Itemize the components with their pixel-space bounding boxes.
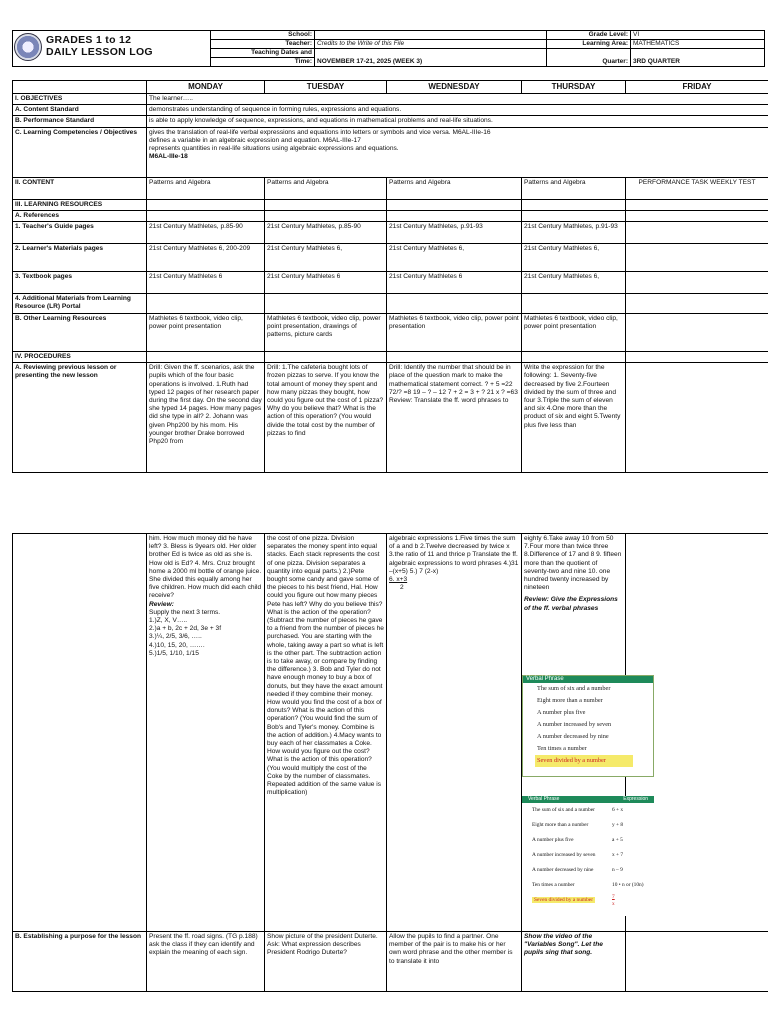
empty-cell [387,210,522,221]
answer-highlight: Seven divided by a number [534,897,593,903]
lr-portal-label: 4. Additional Materials from Learning Resource (LR) Portal [13,294,147,314]
answer-numerator: 7 [612,894,615,900]
lm-cell: 21st Century Mathletes 6, 200-209 [147,244,265,272]
empty-cell [387,294,522,314]
friday-drill [626,363,768,473]
purpose-cell [626,932,768,992]
lm-cell: 21st Century Mathletes 6, [522,244,626,272]
day-header-thursday: THURSDAY [522,81,626,94]
answer-phrase: A number plus five [532,837,574,843]
empty-cell [522,199,626,210]
thursday-text: eighty 6.Take away 10 from 50 7.Four more than twice three 8.Difference of 17 and 8 9. fifteen more than the quotient of seventy-two and nine 10. one hundred twenty increased by nineteen [524,535,622,592]
resources-label: III. LEARNING RESOURCES [13,199,147,210]
empty-cell [265,294,387,314]
answer-row [522,878,654,893]
verbal-phrase-line: Eight more than a number [537,697,603,704]
references-label: A. References [13,210,147,221]
content-standard-value: demonstrates understanding of sequence in forming rules, expressions and equations. [147,105,768,116]
fraction-numerator: 6. x+3 [389,576,408,584]
tb-cell: 21st Century Mathletes 6, [522,272,626,294]
answer-header-right: Expression [623,796,648,802]
purpose-cell: Present the ff. road signs. (TG p.188) ask the class if they can identify and explain the meaning of each sign. [147,932,265,992]
page-break [0,505,768,520]
competencies-label: C. Learning Competencies / Objectives [13,127,147,177]
answer-phrase [522,893,612,908]
day-header-monday: MONDAY [147,81,265,94]
grade-label: Grade Level: [547,31,631,40]
term-item: 4.)10, 15, 20, ……. [149,641,205,649]
teacher-label: Teacher: [211,40,315,49]
tb-cell: 21st Century Mathletes 6 [387,272,522,294]
performance-standard-value: is able to apply knowledge of sequence, expressions, and equations in mathematical problems and real-life situations. [147,116,768,127]
dates-label-1: Teaching Dates and [211,49,315,58]
wednesday-continued [387,534,522,932]
monday-continued [147,534,265,932]
competency-line: M6AL-IIIe-18 [149,153,188,161]
corner-cell [13,81,147,94]
content-cell: Patterns and Algebra [387,177,522,199]
tb-cell [626,272,768,294]
verbal-phrase-line: A number plus five [537,709,586,716]
purpose-cell: Allow the pupils to find a partner. One member of the pair is to make his or her own word phrase and the other member is to translate it into [387,932,522,992]
quarter-value: 3RD QUARTER [631,49,765,67]
answer-phrase: A number increased by seven [532,852,596,858]
verbal-phrase-line: A number decreased by nine [537,733,609,740]
objectives-label: I. OBJECTIVES [13,94,147,105]
tg-cell: 21st Century Mathletes, p.91-93 [522,222,626,244]
answer-row [522,803,654,818]
empty-cell [522,294,626,314]
teachers-guide-label: 1. Teacher's Guide pages [13,222,147,244]
header-info-table [12,30,765,67]
empty-cell [522,210,626,221]
empty-cell [265,352,387,363]
verbal-phrase-line: Ten times a number [537,745,587,752]
answer-row [522,818,654,833]
verbal-phrase-highlight: Seven divided by a number [535,755,633,767]
empty-cell [265,199,387,210]
answer-header [522,796,654,803]
lesson-log-table-page2 [12,533,768,992]
area-label: Learning Area: [547,40,631,49]
term-item: 3.)¼, 2/5, 3/6, ….. [149,633,202,641]
answer-expr: x + 7 [612,852,624,858]
procedures-label: IV. PROCEDURES [13,352,147,363]
other-cell: Mathletes 6 textbook, video clip, power point presentation [147,314,265,352]
verbal-phrase-line: The sum of six and a number [537,685,611,692]
empty-cell [626,294,768,314]
content-cell: PERFORMANCE TASK WEEKLY TEST [626,177,768,199]
term-item: 5.)1/5, 1/10, 1/15 [149,649,199,657]
lm-cell: 21st Century Mathletes 6, [387,244,522,272]
review-label: A. Reviewing previous lesson or presenting the new lesson [13,363,147,473]
empty-cell [626,210,768,221]
content-cell: Patterns and Algebra [265,177,387,199]
answer-denominator: x [612,901,615,907]
textbook-label: 3. Textbook pages [13,272,147,294]
learner-text: The learner….. [147,94,768,105]
other-cell: Mathletes 6 textbook, video clip, power point presentation, drawings of patterns, picture cards [265,314,387,352]
area-value: MATHEMATICS [631,40,765,49]
day-header-wednesday: WEDNESDAY [387,81,522,94]
dates-value: NOVEMBER 17-21, 2025 (WEEK 3) [315,49,547,67]
empty-cell [387,199,522,210]
competency-line: represents quantities in real-life situations using algebraic expressions and equations. [149,145,399,153]
title-line-1: GRADES 1 to 12 [46,34,132,46]
answer-phrase: Ten times a number [532,882,575,888]
verbal-phrase-header: Verbal Phrase [523,676,653,683]
dates-label-2: Time: [211,58,315,67]
school-label: School: [211,31,315,40]
fraction-denominator: 2 [400,584,404,592]
answer-row [522,893,654,908]
day-header-friday: FRIDAY [626,81,768,94]
verbal-phrase-image [522,675,654,777]
empty-cell [387,352,522,363]
empty-cell [147,352,265,363]
term-item: 2.)a + b, 2c + 2d, 3e + 3f [149,625,222,633]
tb-cell: 21st Century Mathletes 6 [147,272,265,294]
tg-cell: 21st Century Mathletes, p.85-90 [147,222,265,244]
purpose-label: B. Establishing a purpose for the lesson [13,932,147,992]
lm-cell [626,244,768,272]
empty-cell [147,210,265,221]
other-resources-label: B. Other Learning Resources [13,314,147,352]
empty-cell [626,352,768,363]
purpose-cell: Show picture of the president Duterte. Ask: What expression describes President Rodrigo Duterte? [265,932,387,992]
tuesday-continued: the cost of one pizza. Division separates the money spent into equal stacks. Each stack represents the cost of one pizza. Division separates a quantity into equal parts.) 2.)Pete bought some candy and gave some of the pieces to his best friend, Hal. How could you figure out how many pieces Pete has left? Why do you believe this? What is the action of the operation? (Subtract the number of pieces he gave to a friend from the number of pieces he purchased. You are starting with the whole, taking away a part so what is left is the other part. The subtraction action is to take away, or compare by finding the difference.) 3. Bob and Tyler do not have enough money to buy a box of donuts, but they have the exact amount needed if they combine their money. How would you find the cost of a box of donuts? What is the action of this operation? (You would find the sum of Bob's and Tyler's money. Combine is the action of addition.) 4.Macy wants to buy each of her classmates a Coke. How would you figure out the cost? What is the action of this operation? (You would multiply the cost of the Coke by the number of classmates. Repeated addition of the same value is multiplication) [265,534,387,932]
answer-fraction [612,893,654,908]
empty-cell [626,199,768,210]
answer-expr: n – 9 [612,867,623,873]
empty-cell [147,294,265,314]
content-cell: Patterns and Algebra [147,177,265,199]
answer-header-left: Verbal Phrase [528,796,560,802]
monday-text: him. How much money did he have left? 3. Bless is 9years old. Her older brother Ed is twice as old as she is. How old is Ed? 4. Mrs. Cruz brought home a 2000 ml bottle of orange juice. She divided this equally among her five children. How much did each child receive? [149,535,262,600]
performance-standard-label: B. Performance Standard [13,116,147,127]
tg-cell: 21st Century Mathletes, p.91-93 [387,222,522,244]
term-item: 1.)Z, X, V….. [149,617,188,625]
answer-image [522,796,654,916]
tg-cell: 21st Century Mathletes, p.85-90 [265,222,387,244]
tb-cell: 21st Century Mathletes 6 [265,272,387,294]
other-cell: Mathletes 6 textbook, video clip, power point presentation [522,314,626,352]
tuesday-drill: Drill: 1.The cafeteria bought lots of frozen pizzas to serve. If you know the total amount of money they spent and how many pizzas they bought, how could you figure out the cost of 1 pizza? Why do you believe that? What is the action of this operation? (You would divide the total cost by the number of pizzas to find [265,363,387,473]
answer-expr: 10 • n or (10n) [612,882,644,888]
day-header-tuesday: TUESDAY [265,81,387,94]
wednesday-drill: Drill: Identify the number that should be in place of the question mark to make the mathematical statement correct. ? + 5 =22 72/? =8 19 – ? – 12 7 + 2 = 3 + ? 21 x ? =63 Review: Translate the ff. word phrases to [387,363,522,473]
verbal-phrase-line: A number increased by seven [537,721,612,728]
grade-value: VI [631,31,765,40]
monday-review-label: Review: [149,600,174,608]
other-cell [626,314,768,352]
wednesday-text: algebraic expressions 1.Five times the sum of a and b 2.Twelve decreased by twice x 3.the ratio of 11 and thrice p Translate the ff. algebraic expressions to word phrases 4.)31 –(x+5) 5.) 7 (2-x) [389,535,519,575]
lm-cell: 21st Century Mathletes 6, [265,244,387,272]
empty-cell [522,352,626,363]
answer-expr: 6 + x [612,807,624,813]
continued-label-cell [13,534,147,932]
answer-expr: y + 8 [612,822,624,828]
empty-cell [265,210,387,221]
logo-cell [13,31,211,67]
empty-cell [147,199,265,210]
answer-row [522,848,654,863]
answer-row [522,833,654,848]
thursday-review: Review: Give the Expressions of the ff. verbal phrases [524,596,618,612]
answer-phrase: Eight more than a number [532,822,589,828]
lesson-log-table-page1 [12,80,768,473]
tg-cell [626,222,768,244]
learners-materials-label: 2. Learner's Materials pages [13,244,147,272]
competency-line: gives the translation of real-life verbal expressions and equations into letters or symbols and vice versa. M6AL-IIIe-16 [149,128,491,136]
competency-line: defines a variable in an algebraic expression and equation. M6AL-IIIe-17 [149,136,361,144]
monday-drill: Drill: Given the ff. scenarios, ask the pupils which of the four basic operations is involved. 1.Ruth had typed 12 pages of her research paper during the first day. On the second day she typed 14 pages. How many pages did she type in all? 2. Johann was given Php200 by his mom. His younger brother Drake borrowed Php20 from [147,363,265,473]
answer-row [522,863,654,878]
content-label: II. CONTENT [13,177,147,199]
answer-expr: a + 5 [612,837,623,843]
other-cell: Mathletes 6 textbook, video clip, power point presentation [387,314,522,352]
quarter-label: Quarter: [547,49,631,67]
monday-supply: Supply the next 3 terms. [149,608,221,616]
school-value [315,31,547,40]
thursday-drill: Write the expression for the following: 1. Seventy-five decreased by five 2.Fourteen divided by the sum of three and four 3.Triple the sum of eleven and six 4.One more than the product of six and eight 5.Twenty plus five less than [522,363,626,473]
teacher-value: Credits to the Write of this File [315,40,547,49]
title-line-2: DAILY LESSON LOG [46,46,153,58]
answer-phrase: A number decreased by nine [532,867,594,873]
purpose-cell: Show the video of the "Variables Song". Let the pupils sing that song. [522,932,626,992]
content-standard-label: A. Content Standard [13,105,147,116]
competencies-value [147,127,768,177]
content-cell: Patterns and Algebra [522,177,626,199]
answer-phrase: The sum of six and a number [532,807,595,813]
